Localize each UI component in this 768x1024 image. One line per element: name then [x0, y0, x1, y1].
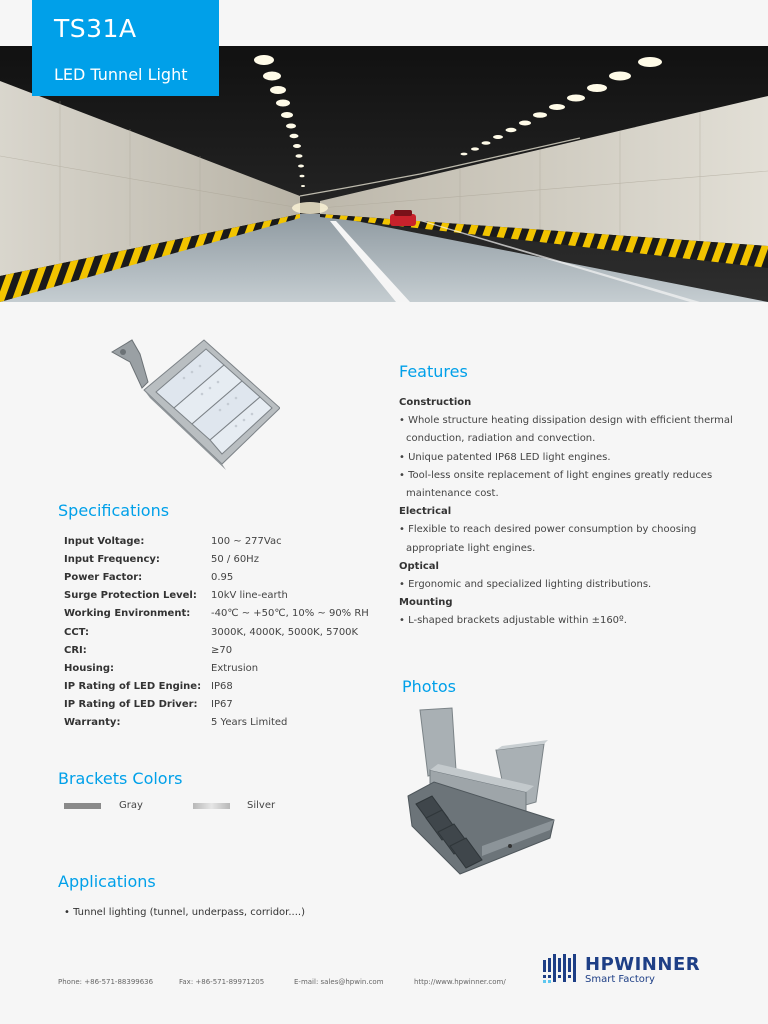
features-list — [399, 394, 749, 631]
feature-item: • Tool-less onsite replacement of light engines greatly reduces maintenance cost. — [399, 469, 713, 500]
spec-label: IP Rating of LED Driver: — [64, 699, 198, 711]
feature-item: • Ergonomic and specialized lighting distributions. — [399, 579, 652, 591]
spec-row — [64, 659, 384, 677]
footer-email[interactable]: E-mail: sales@hpwin.com — [294, 978, 384, 986]
feature-group-title: Mounting — [399, 597, 453, 609]
spec-row — [64, 678, 384, 696]
photos-heading: Photos — [402, 677, 456, 696]
spec-row — [64, 587, 384, 605]
spec-value: 3000K, 4000K, 5000K, 5700K — [211, 626, 359, 638]
specifications-table — [64, 532, 384, 732]
hpwinner-logo — [543, 952, 713, 988]
spec-label: Housing: — [64, 662, 115, 674]
spec-value: 10kV line-earth — [211, 590, 288, 602]
spec-value: IP68 — [211, 681, 233, 693]
feature-group-title: Optical — [399, 560, 439, 572]
spec-label: Surge Protection Level: — [64, 590, 197, 602]
product-title-box — [32, 0, 219, 96]
spec-row — [64, 568, 384, 586]
spec-value: IP67 — [211, 699, 233, 711]
footer-phone: Phone: +86-571-88399636 — [58, 978, 154, 986]
feature-group-title: Electrical — [399, 506, 452, 518]
spec-label: Warranty: — [64, 717, 121, 729]
footer-fax: Fax: +86-571-89971205 — [179, 978, 265, 986]
logo-tagline: Smart Factory — [585, 974, 655, 985]
spec-row — [64, 623, 384, 641]
spec-row — [64, 714, 384, 732]
hpwinner-mark-icon — [543, 954, 579, 984]
feature-item: • Unique patented IP68 LED light engines. — [399, 451, 611, 463]
product-model: TS31A — [54, 14, 137, 43]
spec-value: Extrusion — [211, 662, 259, 674]
specifications-heading: Specifications — [58, 501, 170, 520]
spec-row — [64, 696, 384, 714]
spec-value: 5 Years Limited — [211, 717, 288, 729]
spec-row — [64, 605, 384, 623]
application-item: • Tunnel lighting (tunnel, underpass, corridor....) — [64, 907, 305, 918]
brackets-heading: Brackets Colors — [58, 769, 183, 788]
spec-label: Power Factor: — [64, 571, 143, 583]
spec-label: CRI: — [64, 644, 87, 656]
spec-value: ≥70 — [211, 644, 233, 656]
product-photo — [398, 706, 558, 876]
spec-value: 0.95 — [211, 571, 234, 583]
footer-website[interactable]: http://www.hpwinner.com/ — [414, 978, 506, 986]
product-image — [104, 332, 280, 472]
spec-label: Input Frequency: — [64, 553, 160, 565]
gray-swatch — [64, 803, 101, 809]
spec-value: -40℃ ~ +50℃, 10% ~ 90% RH — [211, 608, 369, 620]
spec-value: 100 ~ 277Vac — [211, 535, 282, 547]
spec-label: Working Environment: — [64, 608, 191, 620]
spec-label: Input Voltage: — [64, 535, 145, 547]
spec-row — [64, 532, 384, 550]
spec-label: CCT: — [64, 626, 89, 638]
product-subtitle: LED Tunnel Light — [54, 65, 188, 84]
feature-item: • L-shaped brackets adjustable within ±160º. — [399, 615, 627, 627]
feature-item: • Flexible to reach desired power consumption by choosing appropriate light engines. — [399, 524, 697, 554]
applications-heading: Applications — [58, 872, 156, 891]
gray-label: Gray — [119, 800, 143, 811]
silver-label: Silver — [247, 800, 276, 811]
features-heading: Features — [399, 362, 468, 381]
feature-group-title: Construction — [399, 397, 472, 408]
silver-swatch — [193, 803, 230, 809]
spec-row — [64, 550, 384, 568]
spec-label: IP Rating of LED Engine: — [64, 681, 202, 693]
spec-value: 50 / 60Hz — [211, 553, 259, 565]
spec-row — [64, 641, 384, 659]
logo-brand-text: HPWINNER — [585, 954, 701, 975]
feature-item: • Whole structure heating dissipation design with efficient thermal conduction, radiation and convection. — [399, 415, 733, 445]
